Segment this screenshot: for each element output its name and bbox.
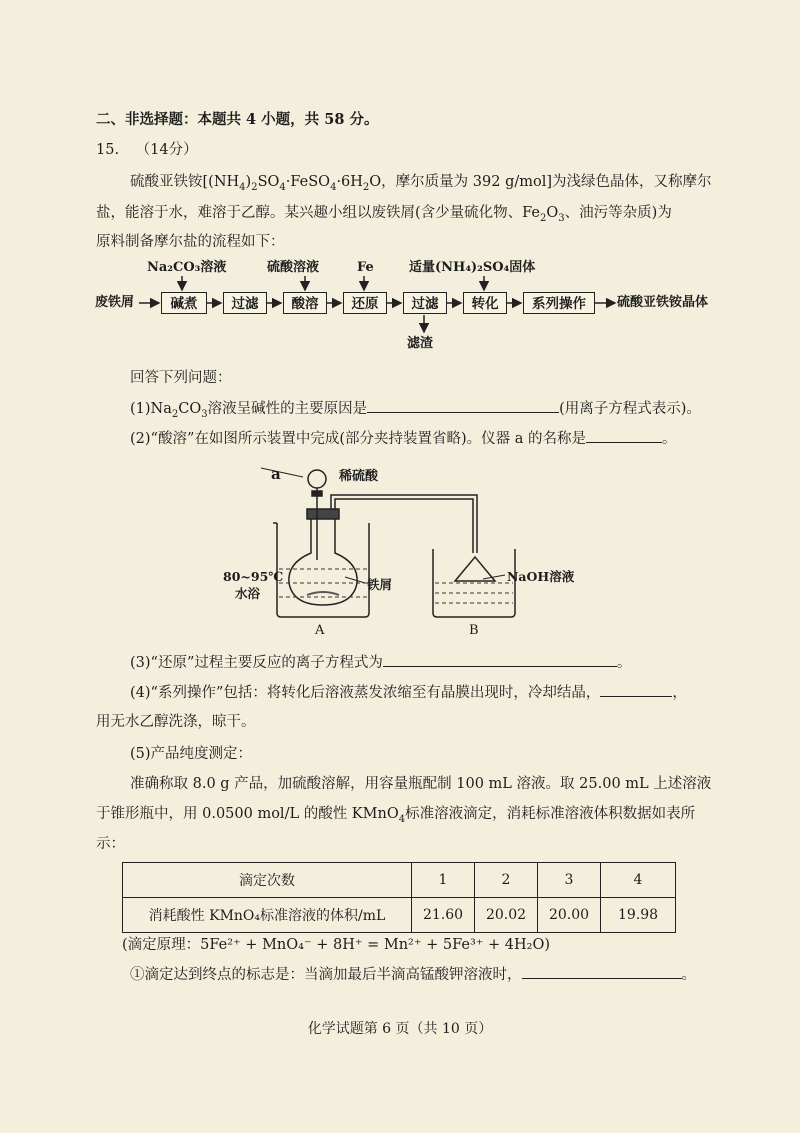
label-dilute-acid: 稀硫酸 [339,469,379,484]
answer-blank-q1[interactable] [367,398,559,413]
table-cell: 2 [475,863,538,898]
question-3 [130,652,631,673]
table-header-cell: 消耗酸性 KMnO₄标准溶液的体积/mL [123,898,412,933]
apparatus-diagram [215,465,575,645]
flow-step-alkaline-boil: 碱煮 [161,292,207,314]
question-number: 15. [96,142,120,158]
q4-text: (4)“系列操作”包括：将转化后溶液蒸发浓缩至有晶膜出现时，冷却结晶， [130,685,601,701]
label-water-bath: 水浴 [235,586,261,601]
subscript: 2 [171,408,179,420]
intro-text: ) [245,174,252,190]
question-number-line [96,140,198,160]
section-heading: 二、非选择题：本题共 4 小题，共 58 分。 [96,111,379,128]
reagent-na2co3: Na₂CO₃溶液 [147,260,227,275]
label-beaker-b: B [469,623,479,638]
table-cell: 19.98 [601,898,676,933]
reagent-sulfuric: 硫酸溶液 [267,260,320,275]
q5-text: 于锥形瓶中，用 0.0500 mol/L 的酸性 KMnO [96,806,399,822]
table-cell: 3 [538,863,601,898]
answer-blank-q2[interactable] [586,428,662,443]
question-points: （14分） [135,142,198,158]
question-5-para2 [96,804,695,824]
q1-text: 溶液呈碱性的主要原因是 [207,401,368,417]
label-iron-filings: 铁屑 [367,577,393,592]
apparatus-drawing [215,465,545,645]
table-header-cell: 滴定次数 [123,863,412,898]
process-flowchart [95,258,735,358]
label-naoh: NaOH溶液 [507,569,575,584]
table-cell: 20.00 [538,898,601,933]
flow-step-reduce: 还原 [343,292,387,314]
flow-step-convert: 转化 [463,292,507,314]
intro-text: 硫酸亚铁铵[(NH [130,174,240,190]
subscript: 2 [540,212,547,224]
q2-text: (2)“酸溶”在如图所示装置中完成(部分夹持装置省略)。仪器 a 的名称是 [130,431,587,447]
byproduct-residue: 滤渣 [407,336,434,351]
q2-suffix: 。 [662,431,677,447]
intro-text: ·6H [336,174,363,190]
flow-start-label: 废铁屑 [95,295,135,310]
q4-suffix: ， [672,685,687,701]
table-cell: 21.60 [412,898,475,933]
titration-principle: (滴定原理：5Fe²⁺ + MnO₄⁻ + 8H⁺ = Mn²⁺ + 5Fe³⁺ + 4H₂O) [122,937,551,953]
intro-line-2 [96,203,672,223]
sub-question-1 [130,964,696,985]
table-cell: 4 [601,863,676,898]
subscript: 2 [251,181,258,193]
intro-text: 盐，能溶于水，难溶于乙醇。某兴趣小组以废铁屑(含少量硫化物、Fe [96,205,541,221]
question-5-title: (5)产品纯度测定： [130,746,253,762]
label-temperature: 80~95℃ [223,569,284,584]
question-5-para1: 准确称取 8.0 g 产品，加硫酸溶解，用容量瓶配制 100 mL 溶液。取 25.00 mL 上述溶液 [130,776,712,792]
page-footer: 化学试题第 6 页（共 10 页） [307,1021,493,1037]
q5-text: 标准溶液滴定，消耗标准溶液体积数据如表所 [405,806,696,822]
question-4-line2: 用无水乙醇洗涤，晾干。 [96,714,256,730]
q1-text: (1)Na [130,401,172,417]
q3-suffix: 。 [616,655,632,671]
answer-prompt: 回答下列问题： [130,370,232,386]
answer-blank-sub-q1[interactable] [522,964,682,979]
label-funnel-a: a [271,465,281,483]
intro-text: ·FeSO [285,174,331,190]
subscript: 3 [201,408,208,420]
answer-blank-q3[interactable] [383,652,617,667]
flow-end-label: 硫酸亚铁铵晶体 [617,295,709,310]
question-5-para3: 示： [96,836,125,852]
subscript: 4 [330,181,337,193]
subscript: 2 [362,181,370,193]
subscript: 3 [558,212,565,224]
intro-text: 、油污等杂质)为 [564,205,672,221]
flow-step-series-ops: 系列操作 [523,292,595,314]
label-beaker-a: A [315,623,325,638]
subscript: 4 [398,813,406,825]
table-cell: 1 [412,863,475,898]
reagent-fe: Fe [357,260,374,275]
question-4 [130,682,687,703]
table-row [123,863,676,898]
sub-q1-suffix: 。 [681,967,696,983]
intro-text: O [546,205,559,221]
answer-blank-q4[interactable] [600,682,672,697]
question-1 [130,398,701,419]
intro-line-1 [130,172,712,192]
question-2 [130,428,677,449]
q1-text: CO [178,401,202,417]
sub-q1-text: ①滴定达到终点的标志是：当滴加最后半滴高锰酸钾溶液时， [130,967,522,983]
flow-step-acid-dissolve: 酸溶 [283,292,327,314]
titration-table [122,862,676,933]
subscript: 4 [279,181,286,193]
q3-text: (3)“还原”过程主要反应的离子方程式为 [130,655,383,671]
intro-line-3: 原料制备摩尔盐的流程如下： [96,234,285,250]
flow-step-filter-2: 过滤 [403,292,447,314]
intro-text: O，摩尔质量为 392 g/mol]为浅绿色晶体，又称摩尔 [369,174,712,190]
table-row [123,898,676,933]
q1-suffix: (用离子方程式表示)。 [559,401,701,417]
reagent-ammonium-sulfate: 适量(NH₄)₂SO₄固体 [409,260,536,275]
table-cell: 20.02 [475,898,538,933]
intro-text: SO [257,174,280,190]
flow-step-filter-1: 过滤 [223,292,267,314]
subscript: 4 [239,181,246,193]
